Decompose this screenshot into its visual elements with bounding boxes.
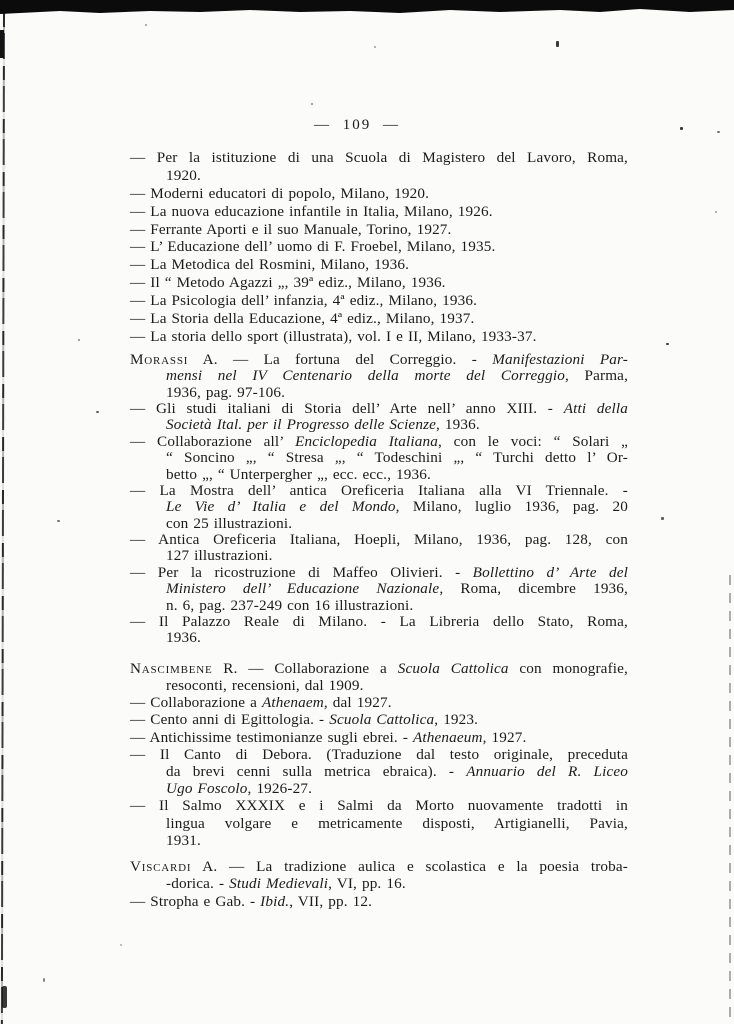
scan-speck [680, 127, 683, 130]
bib-entry [130, 694, 628, 711]
entry-text: n. 6, pag. 237-249 con 16 illustrazioni. [166, 596, 414, 614]
entry-text: resoconti, recensioni, dal 1909. [166, 677, 364, 695]
work-title: Ibid. [260, 892, 290, 910]
entry-text: R. — Collaborazione a [212, 659, 398, 677]
entry-text: — Collaborazione all’ [130, 432, 296, 450]
entry-text: — Il Palazzo Reale di Milano. - La Libreria dello Stato, Roma, [130, 613, 628, 631]
entry-text: con monografie, [508, 659, 628, 677]
work-title: Le Vie d’ Italia e del Mondo [166, 498, 396, 516]
entry-text: , Roma, dicembre 1936, [439, 580, 628, 598]
entry-text: — Gli studi italiani di Storia dell’ Arte nell’ anno XIII. - [130, 399, 564, 417]
bib-line [130, 548, 628, 564]
bib-line [130, 499, 628, 515]
entry-text: , VI, pp. 16. [328, 875, 406, 893]
author-name: Morassi [130, 350, 189, 368]
entry-text: — La Psicologia dell’ infanzia, 4ª ediz., Milano, 1936. [130, 292, 478, 310]
bib-entry [130, 434, 628, 483]
work-title: Atti della [563, 399, 628, 417]
bib-entry [130, 401, 628, 434]
work-title: Enciclopedia Italiana [295, 432, 439, 450]
author-name: Nascimbene [130, 659, 213, 677]
entry-text: — La storia dello sport (illustrata), vol. I e II, Milano, 1933-37. [130, 327, 537, 345]
bib-line [130, 221, 628, 239]
bib-line [130, 832, 628, 849]
bib-entry [130, 797, 628, 849]
bib-line [130, 238, 628, 256]
bib-entry [130, 149, 628, 185]
entry-text: 1936, pag. 97-106. [166, 383, 286, 401]
work-title: Manifestazioni Par- [492, 350, 628, 368]
entry-text: A. — La fortuna del Correggio. - [188, 350, 493, 368]
bib-entry [130, 729, 628, 746]
bib-entry [130, 274, 628, 292]
bib-section [130, 660, 628, 849]
entry-text: , 1927. [482, 728, 527, 746]
entry-text: 127 illustrazioni. [166, 547, 273, 565]
bib-entry [130, 328, 628, 346]
scan-speck [666, 343, 669, 345]
entry-text: , Milano, luglio 1936, pag. 20 [395, 498, 628, 516]
bib-section [130, 149, 628, 346]
work-title: Annuario del R. Liceo [466, 762, 628, 780]
scan-corner-mark [0, 30, 4, 58]
bib-entry [130, 660, 628, 694]
bib-line [130, 614, 628, 630]
scan-bottom-blob [2, 986, 7, 1008]
bib-section [130, 352, 628, 647]
bib-entry [130, 483, 628, 532]
entry-text: , VII, pp. 12. [289, 892, 373, 910]
bib-line [130, 581, 628, 597]
work-title: Athenaeum [412, 728, 483, 746]
entry-text: — Stropha e Gab. - [130, 892, 261, 910]
entry-text: , Parma, [564, 367, 629, 385]
bib-line [130, 694, 628, 711]
scan-speck [145, 24, 147, 26]
bib-line [130, 598, 628, 614]
entry-text: 1936. [166, 629, 201, 647]
entry-text: — Ferrante Aporti e il suo Manuale, Torino, 1927. [130, 220, 452, 238]
bib-entry [130, 221, 628, 239]
scan-speck [96, 411, 99, 413]
bib-line [130, 352, 628, 368]
bib-line [130, 385, 628, 401]
bib-line [130, 660, 628, 677]
page-number: — 109 — [314, 117, 400, 133]
entry-text: — Il Canto di Debora. (Traduzione dal testo originale, preceduta [130, 745, 628, 763]
scan-top-edge-strip [0, 0, 734, 14]
scan-speck [78, 339, 80, 341]
entry-text: betto „, “ Unterpergher „, ecc. ecc., 1936. [166, 465, 431, 483]
entry-text: — Collaborazione a [130, 694, 262, 712]
bib-line [130, 467, 628, 483]
entry-text: -dorica. - [166, 875, 230, 893]
bibliography [130, 149, 628, 910]
work-title: Scuola Cattolica [329, 711, 435, 729]
scan-speck [311, 103, 313, 105]
bib-line [130, 434, 628, 450]
scan-speck [120, 944, 122, 946]
bib-entry [130, 292, 628, 310]
author-name: Viscardi [130, 857, 192, 875]
bib-entry [130, 614, 628, 647]
entry-text: — Il Salmo XXXIX e i Salmi da Morto nuovamente tradotti in [130, 797, 628, 815]
entry-text: , 1936. [436, 416, 480, 434]
entry-text: — Antica Oreficeria Italiana, Hoepli, Milano, 1936, pag. 128, con [130, 531, 628, 549]
bib-line [130, 256, 628, 274]
bib-line [130, 483, 628, 499]
bib-entry [130, 746, 628, 798]
entry-text: , 1926-27. [247, 780, 313, 798]
entry-text: — La Storia della Educazione, 4ª ediz., Milano, 1937. [130, 310, 475, 328]
bib-entry [130, 893, 628, 911]
bib-line [130, 630, 628, 646]
bib-entry [130, 185, 628, 203]
scan-speck [715, 211, 717, 213]
bib-line [130, 893, 628, 911]
entry-text: , dal 1927. [323, 694, 392, 712]
work-title: Athenaem [261, 694, 324, 712]
bib-line [130, 780, 628, 797]
bib-line [130, 203, 628, 221]
entry-text: — La nuova educazione infantile in Italia, Milano, 1926. [130, 202, 493, 220]
entry-text: — Il “ Metodo Agazzi „, 39ª ediz., Milano, 1936. [130, 274, 446, 292]
bib-line [130, 565, 628, 581]
scan-speck [374, 46, 376, 48]
bib-entry [130, 203, 628, 221]
entry-text: — Antichissime testimonianze sugli ebrei. - [130, 728, 413, 746]
bib-section [130, 858, 628, 911]
entry-text: 1920. [166, 166, 201, 184]
scan-speck [43, 978, 45, 982]
work-title: Studi Medievali [229, 875, 329, 893]
bib-line [130, 516, 628, 532]
entry-text: “ Soncino „, “ Stresa „, “ Todeschini „, “ Turchi detto l’ Or- [166, 449, 628, 467]
entry-text: — Per la istituzione di una Scuola di Magistero del Lavoro, Roma, [130, 149, 628, 166]
entry-text: lingua volgare e metricamente disposti, Artigianelli, Pavia, [166, 814, 628, 832]
entry-text: — Cento anni di Egittologia. - [130, 711, 330, 729]
bib-entry [130, 310, 628, 328]
bib-line [130, 815, 628, 832]
entry-text: , 1923. [434, 711, 479, 729]
bib-entry [130, 352, 628, 401]
work-title: Bollettino d’ Arte del [472, 563, 628, 581]
bib-line [130, 310, 628, 328]
entry-text: 1931. [166, 831, 201, 849]
bib-line [130, 763, 628, 780]
bib-entry [130, 711, 628, 728]
work-title: Ministero dell’ Educazione Nazionale [166, 580, 440, 598]
bib-line [130, 729, 628, 746]
bib-line [130, 417, 628, 433]
scan-speck [661, 517, 664, 520]
bib-entry [130, 858, 628, 893]
scan-speck [57, 520, 60, 522]
entry-text: — Moderni educatori di popolo, Milano, 1920. [130, 184, 430, 202]
bib-line [130, 677, 628, 694]
scan-right-edge-line [729, 575, 731, 1024]
bib-line [130, 858, 628, 876]
bib-line [130, 797, 628, 814]
bib-line [130, 450, 628, 466]
bib-line [130, 711, 628, 728]
entry-text: — Per la ricostruzione di Maffeo Olivieri. - [130, 563, 473, 581]
entry-text: , con le voci: “ Solari „ [438, 432, 628, 450]
bib-entry [130, 238, 628, 256]
work-title: Scuola Cattolica [397, 659, 509, 677]
entry-text: — L’ Educazione dell’ uomo di F. Froebel, Milano, 1935. [130, 238, 496, 256]
bib-line [130, 368, 628, 384]
bib-line [130, 401, 628, 417]
work-title: Ugo Foscolo [166, 780, 248, 798]
entry-text: con 25 illustrazioni. [166, 514, 293, 532]
text-block [130, 116, 628, 910]
entry-text: — La Mostra dell’ antica Oreficeria Italiana alla VI Triennale. - [130, 481, 628, 499]
bib-line [130, 532, 628, 548]
bib-line [130, 328, 628, 346]
bib-line [130, 149, 628, 167]
bib-entry [130, 565, 628, 614]
scan-left-edge-line [1, 13, 5, 1024]
bib-line [130, 292, 628, 310]
entry-text: — La Metodica del Rosmini, Milano, 1936. [130, 256, 410, 274]
bib-line [130, 746, 628, 763]
bib-entry [130, 256, 628, 274]
bib-line [130, 185, 628, 203]
entry-text: A. — La tradizione aulica e scolastica e la poesia troba- [191, 857, 628, 875]
work-title: mensi nel IV Centenario della morte del Correggio [166, 367, 565, 385]
bib-line [130, 167, 628, 185]
bib-entry [130, 532, 628, 565]
bib-line [130, 274, 628, 292]
scan-speck [556, 41, 559, 47]
scan-speck [717, 131, 720, 133]
bib-line [130, 875, 628, 893]
work-title: Società Ital. per il Progresso delle Scienze [166, 416, 437, 434]
entry-text: da brevi cenni sulla metrica ebraica). - [166, 762, 467, 780]
